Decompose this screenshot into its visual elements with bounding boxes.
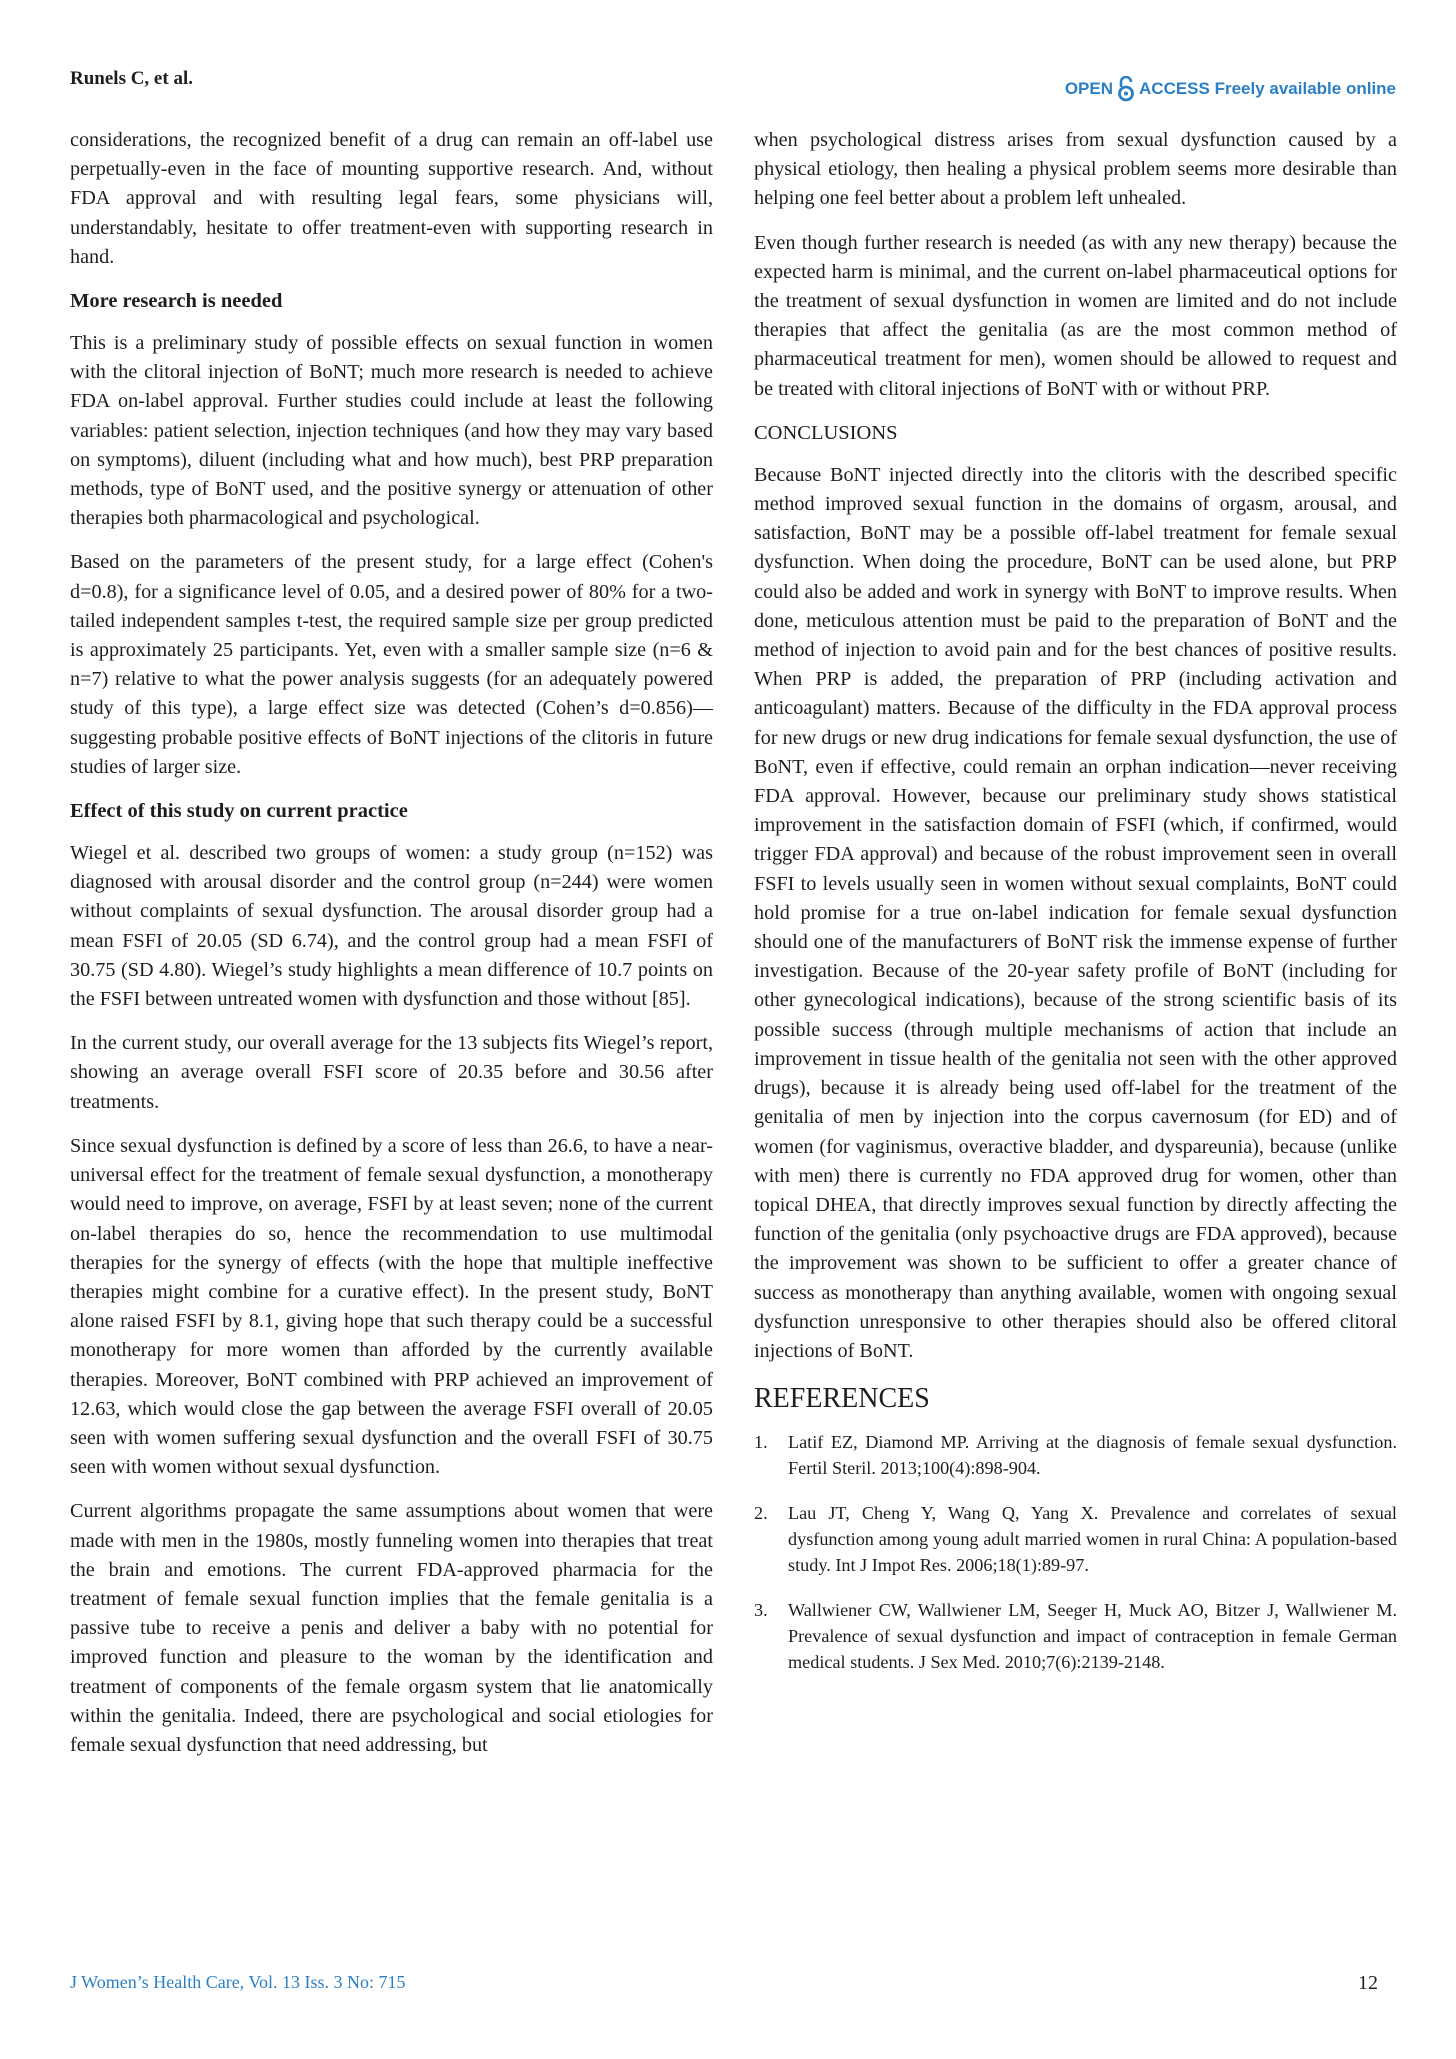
reference-number: 2. xyxy=(754,1502,768,1523)
page-number: 12 xyxy=(1358,1972,1378,1994)
paragraph: Because BoNT injected directly into the clitoris with the described specific method improved sexual function in the domains of orgasm, arousal, and satisfaction, BoNT may be a possible off-label treatment for female sexual dysfunction. When doing the procedure, BoNT can be used alone, but PRP could also be added and work in synergy with BoNT to improve results. When done, meticulous attention must be paid to the preparation of BoNT and the method of injection to avoid pain and for the best chances of positive results. When PRP is added, the preparation of PRP (including activation and anticoagulant) matters. Because of the difficulty in the FDA approval process for new drugs or new drug indications for female sexual dysfunction, the use of BoNT, even if effective, could remain an orphan indication—never receiving FDA approval. However, because our preliminary study shows statistical improvement in the satisfaction domain of FSFI (which, if confirmed, would trigger FDA approval) and because of the robust improvement seen in overall FSFI to levels usually seen in women without sexual complaints, BoNT could hold promise for a true on-label indication for female sexual dysfunction should one of the manufacturers of BoNT risk the immense expense of further investigation. Because of the 20-year safety profile of BoNT (including for other gynecological indications), because of the strong scientific basis of its possible success (through multiple mechanisms of action that include an improvement in tissue health of the genitalia not seen with the other approved drugs), because it is already being used off-label for the treatment of the genitalia of men by injection into the corpus cavernosum (for ED) and of women (for vaginismus, overactive bladder, and dyspareunia), because (unlike with men) there is currently no FDA approved drug for women, other than topical DHEA, that directly improves sexual function by directly affecting the function of the genitalia (only psychoactive drugs are FDA approved), because the improvement was shown to be sufficient to offer a greater chance of success as monotherapy than anything available, women with ongoing sexual dysfunction unresponsive to other therapies should also be offered clitoral injections of BoNT. xyxy=(754,463,1397,1362)
paragraph: Even though further research is needed (as with any new therapy) because the expected harm is minimal, and the current on-label pharmaceutical options for the treatment of sexual dysfunction in women are limited and do not include therapies that affect the genitalia (as are the most common method of pharmaceutical treatment for men), women should be allowed to request and be treated with clitoral injections of BoNT with or without PRP. xyxy=(754,231,1397,400)
running-head-authors: Runels C, et al. xyxy=(70,68,193,89)
reference-text: Latif EZ, Diamond MP. Arriving at the diagnosis of female sexual dysfunction. Fertil Steril. 2013;100(4):898-904. xyxy=(788,1432,1397,1479)
paragraph: This is a preliminary study of possible effects on sexual function in women with the clitoral injection of BoNT; much more research is needed to achieve FDA on-label approval. Further studies could include at least the following variables: patient selection, injection techniques (and how they may vary based on symptoms), diluent (including what and how much), best PRP preparation methods, type of BoNT used, and the positive synergy or attenuation of other therapies both pharmacological and psychological. xyxy=(70,332,713,530)
section-heading-conclusions: CONCLUSIONS xyxy=(754,421,898,444)
paragraph: Since sexual dysfunction is defined by a score of less than 26.6, to have a near-universal effect for the treatment of female sexual dysfunction, a monotherapy would need to improve, on average, FSFI by at least seven; none of the current on-label therapies do so, hence the recommendation to use multimodal therapies for the synergy of effects (with the hope that multiple ineffective therapies might combine for a curative effect). In the present study, BoNT alone raised FSFI by 8.1, giving hope that such therapy could be a successful monotherapy for more women than afforded by the currently available therapies. Moreover, BoNT combined with PRP achieved an improvement of 12.63, which would close the gap between the average FSFI overall of 20.05 seen with women suffering sexual dysfunction and the overall FSFI of 30.75 seen with women without sexual dysfunction. xyxy=(70,1134,713,1479)
left-column xyxy=(70,126,713,1775)
paragraph: Current algorithms propagate the same assumptions about women that were made with men in the 1980s, mostly funneling women into therapies that treat the brain and emotions. The current FDA-approved pharmacia for the treatment of female sexual function implies that the female genitalia is a passive tube to receive a penis and deliver a baby with no potential for improved function and pleasure to the woman by the identification and treatment of components of the female orgasm system that lie anatomically within the genitalia. Indeed, there are psychological and social etiologies for female sexual dysfunction that need addressing, but xyxy=(70,1500,713,1756)
reference-item xyxy=(754,1597,1397,1676)
reference-item xyxy=(754,1500,1397,1579)
open-access-badge[interactable] xyxy=(1065,76,1396,102)
journal-citation: J Women’s Health Care, Vol. 13 Iss. 3 No: 715 xyxy=(70,1972,406,1992)
paragraph: In the current study, our overall average for the 13 subjects fits Wiegel’s report, showing an average overall FSFI score of 20.35 before and 30.56 after treatments. xyxy=(70,1032,713,1113)
reference-item xyxy=(754,1429,1397,1482)
right-column xyxy=(754,126,1397,1694)
reference-text: Wallwiener CW, Wallwiener LM, Seeger H, Muck AO, Bitzer J, Wallwiener M. Prevalence of sexual dysfunction and impact of contraception in female German medical students. J Sex Med. 2010;7(6):2139-2148. xyxy=(788,1599,1397,1673)
paragraph: Wiegel et al. described two groups of women: a study group (n=152) was diagnosed with arousal disorder and the control group (n=244) were women without complaints of sexual dysfunction. The arousal disorder group had a mean FSFI of 20.05 (SD 6.74), and the control group had a mean FSFI of 30.75 (SD 4.80). Wiegel’s study highlights a mean difference of 10.7 points on the FSFI between untreated women with dysfunction and those without [85]. xyxy=(70,842,713,1011)
section-heading-effect-of-study: Effect of this study on current practice xyxy=(70,800,408,823)
open-access-open-label: OPEN xyxy=(1064,79,1114,98)
reference-number: 1. xyxy=(754,1432,768,1453)
section-heading-references: REFERENCES xyxy=(754,1383,930,1415)
paragraph: Based on the parameters of the present study, for a large effect (Cohen's d=0.8), for a significance level of 0.05, and a desired power of 80% for a two-tailed independent samples t-test, the required sample size per group predicted is approximately 25 participants. Yet, even with a smaller sample size (n=6 & n=7) relative to what the power analysis suggests (for an adequately powered study of this type), a large effect size was detected (Cohen’s d=0.856)—suggesting probable positive effects of BoNT injections of the clitoris in future studies of larger size. xyxy=(70,551,713,778)
reference-number: 3. xyxy=(754,1599,768,1620)
open-access-rest-label: ACCESS Freely available online xyxy=(1139,79,1396,98)
open-lock-icon xyxy=(1117,76,1135,102)
section-heading-more-research: More research is needed xyxy=(70,290,283,313)
reference-list xyxy=(754,1429,1397,1675)
paragraph: when psychological distress arises from sexual dysfunction caused by a physical etiology, then healing a physical problem seems more desirable than helping one feel better about a problem left unhealed. xyxy=(754,129,1397,210)
reference-text: Lau JT, Cheng Y, Wang Q, Yang X. Prevalence and correlates of sexual dysfunction among young adult married women in rural China: A population-based study. Int J Impot Res. 2006;18(1):89-97. xyxy=(788,1502,1397,1576)
paragraph: considerations, the recognized benefit of a drug can remain an off-label use perpetually-even in the face of mounting supportive research. And, without FDA approval and with resulting legal fears, some physicians will, understandably, hesitate to offer treatment-even with supporting research in hand. xyxy=(70,129,713,268)
